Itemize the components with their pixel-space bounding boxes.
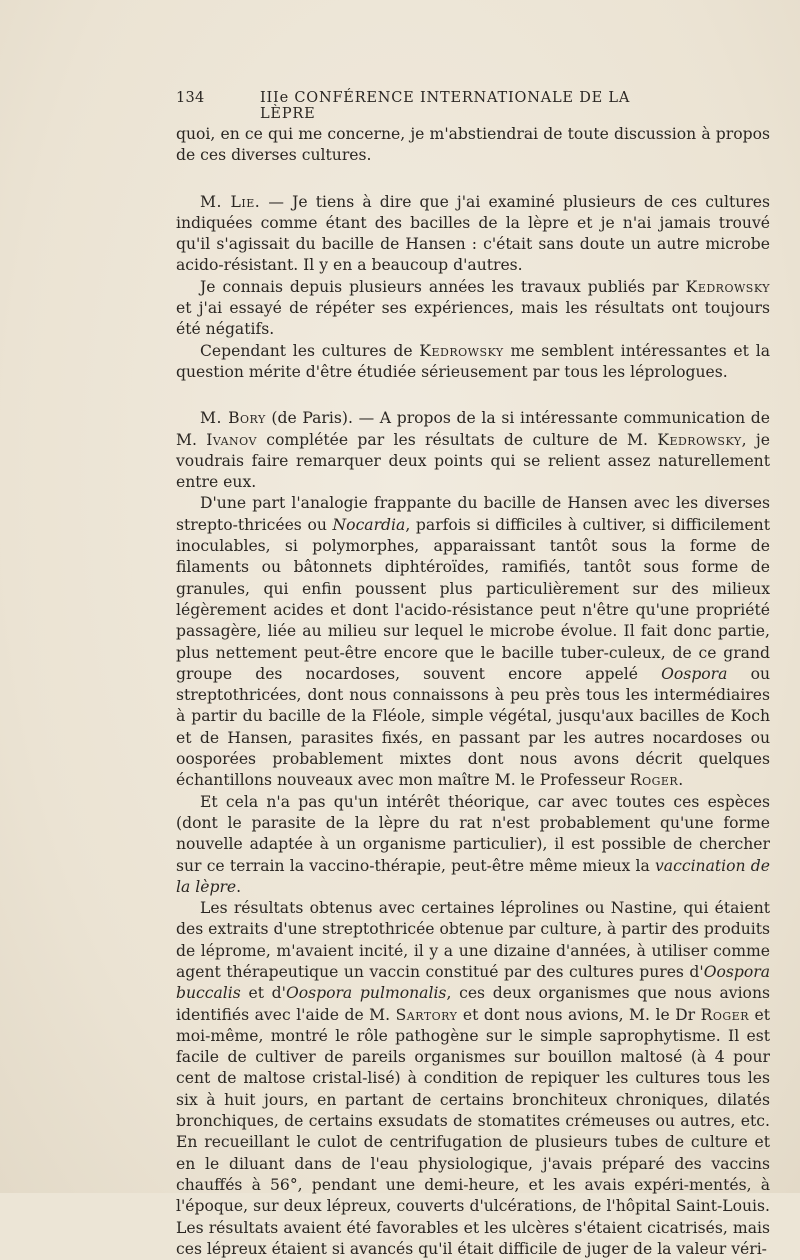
person-name: Roger bbox=[629, 771, 679, 790]
speaker-name: M. Bory bbox=[200, 409, 266, 428]
page-number: 134 bbox=[176, 90, 205, 106]
person-name: Kedrowsky bbox=[657, 430, 742, 449]
italic-term: Oospora buccalis bbox=[176, 962, 770, 1003]
body-text bbox=[176, 124, 770, 1260]
paragraph-kedrowsky-works: Je connais depuis plusieurs années les travaux publiés par Kedrowsky et j'ai essayé de répéter ses expériences, mais les résultats ont toujours été négatifs. bbox=[176, 277, 770, 339]
italic-term: Nocardia bbox=[332, 515, 406, 534]
paragraph-continuation: quoi, en ce qui me concerne, je m'abstiendrai de toute discussion à propos de ces diverses cultures. bbox=[176, 125, 770, 165]
person-name: Ivanov bbox=[206, 430, 257, 449]
person-name: Roger bbox=[700, 1005, 749, 1024]
running-title: IIIe CONFÉRENCE INTERNATIONALE DE LA LÈPRE bbox=[260, 90, 631, 122]
person-name: Sartory bbox=[395, 1005, 458, 1024]
person-name: Kedrowsky bbox=[419, 341, 504, 360]
paragraph-bory: M. Bory (de Paris). — A propos de la si intéressante communication de M. Ivanov complétée par les résultats de culture de M. Kedrowsky, je voudrais faire remarquer deux points qui se relient assez naturellement entre eux. bbox=[176, 409, 770, 492]
paragraph-interest: Et cela n'a pas qu'un intérêt théorique, car avec toutes ces espèces (dont le parasite de la lèpre du rat n'est probablement qu'une forme nouvelle adaptée à un organisme particulier), il est possible de chercher sur ce terrain la vaccino-thérapie, peut-être même mieux la vaccination de la lèpre. bbox=[176, 792, 770, 896]
italic-term: vaccination de la lèpre bbox=[176, 856, 770, 896]
paragraph-kedrowsky-cultures: Cependant les cultures de Kedrowsky me semblent intéressantes et la question mérite d'être étudiée sérieusement par tous les léprologues. bbox=[176, 341, 771, 381]
speaker-name: M. Lie. bbox=[200, 192, 261, 211]
paragraph-results: Les résultats obtenus avec certaines léprolines ou Nastine, qui étaient des extraits d'une streptothricée obtenue par culture, à partir des produits de léprome, m'avaient incité, il y a une dizaine d'années, à utiliser comme agent thérapeutique un vaccin constitué par des cultures pures d'Oospora buccalis et d'Oospora pulmonalis, ces deux organismes que nous avions identifiés avec l'aide de M. Sartory et dont nous avions, M. le Dr Roger et moi-même, montré le rôle pathogène sur le simple saprophytisme. Il est facile de cultiver de pareils organismes sur bouillon maltosé (à 4 pour cent de maltose cristal-lisé) à condition de repiquer les cultures tous les six à huit jours, en partant de certains bronchiteux chroniques, dilatés bronchiques, de certains exsudats de stomatites crémeuses ou autres, etc. En recueillant le culot de centrifugation de plusieurs tubes de culture et en le diluant dans de l'eau physiologique, j'avais préparé des vaccins chauffés à 56°, pendant une demi-heure, et les avais expéri-mentés, à l'époque, sur deux lépreux, couverts d'ulcérations, de l'hôpital Saint-Louis. Les résultats avaient été favorables et les ulcères s'étaient cicatrisés, mais ces lépreux étaient si avancés qu'il était difficile de juger de la valeur véri- bbox=[176, 899, 770, 1258]
paragraph-lie: M. Lie. — Je tiens à dire que j'ai examiné plusieurs de ces cultures indiquées comme étant des bacilles de la lèpre et je n'ai jamais trouvé qu'il s'agissait du bacille de Hansen : c'était sans doute un autre microbe acido-résistant. Il y en a beaucoup d'autres. bbox=[176, 192, 771, 275]
person-name: Kedrowsky bbox=[685, 277, 770, 296]
paragraph-analogy: D'une part l'analogie frappante du bacille de Hansen avec les diverses strepto-thricées ou Nocardia, parfois si difficiles à cultiver, si difficilement inoculables, si polymorphes, apparaissant tantôt sous la forme de filaments ou bâtonnets diphtéroïdes, ramifiés, tantôt sous forme de granules, qui enfin poussent plus particulièrement sur des milieux légèrement acides et dont l'acido-résistance peut n'être qu'une propriété passagère, liée au milieu sur lequel le microbe évolue. Il fait donc partie, plus nettement peut-être encore que le bacille tuber-culeux, de ce grand groupe des nocardoses, souvent encore appelé Oospora ou streptothricées, dont nous connaissons à peu près tous les intermédiaires à partir du bacille de la Fléole, simple végétal, jusqu'aux bacilles de Koch et de Hansen, parasites fixés, en passant par les autres nocardoses ou oosporées probablement mixtes dont nous avons décrit quelques échantillons nouveaux avec mon maître M. le Professeur Roger. bbox=[176, 494, 771, 790]
italic-term: Oospora bbox=[661, 664, 728, 683]
italic-term: Oospora pulmonalis bbox=[285, 984, 447, 1003]
